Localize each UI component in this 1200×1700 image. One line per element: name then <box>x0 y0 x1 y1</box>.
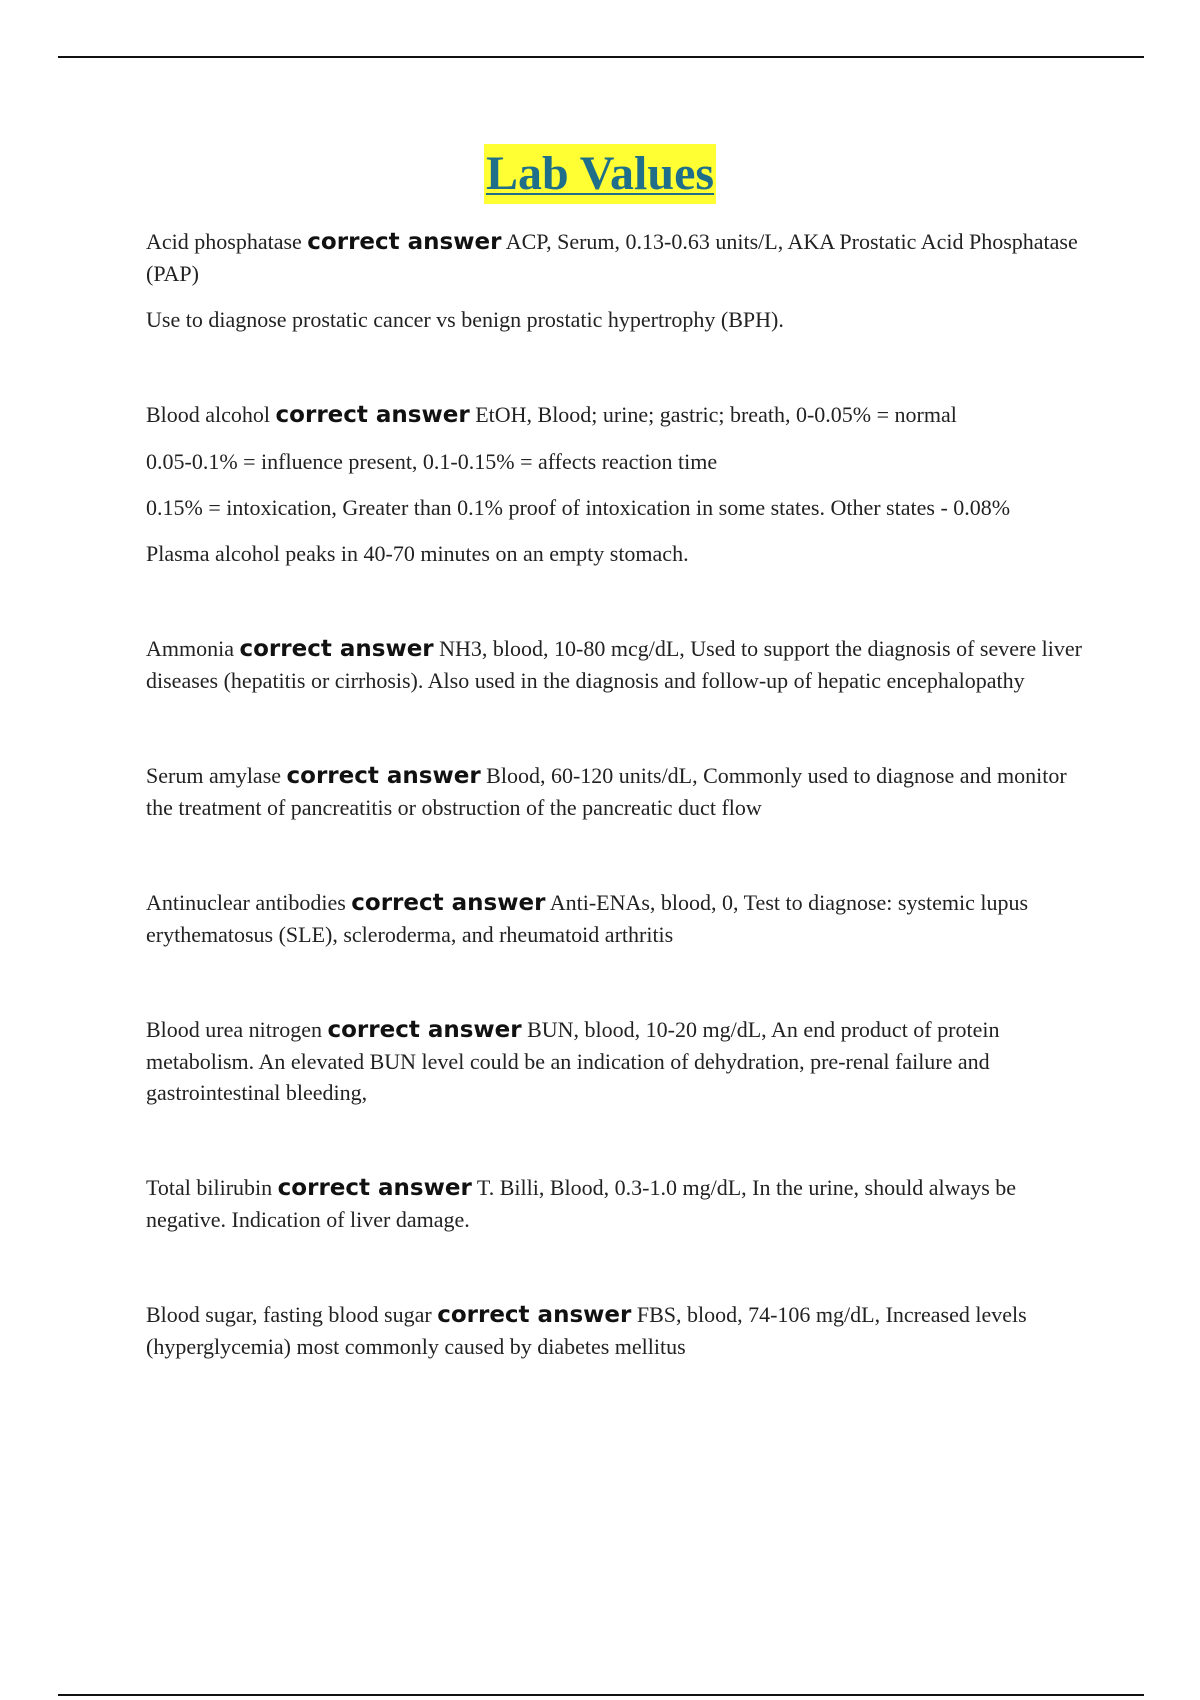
lab-entry <box>146 226 1096 335</box>
entry-answer: T. Billi, Blood, 0.3-1.0 mg/dL, In the urine, should always be negative. Indication of liver damage. <box>146 1175 1017 1232</box>
entry-term: Ammonia <box>146 636 234 661</box>
bottom-rule <box>58 1694 1144 1696</box>
entry-main-paragraph <box>146 1172 1096 1235</box>
entry-answer: FBS, blood, 74-106 mg/dL, Increased levels (hyperglycemia) most commonly caused by diabetes mellitus <box>146 1302 1027 1359</box>
correct-answer-marker: correct answer <box>437 1302 632 1328</box>
lab-entry <box>146 633 1096 696</box>
entry-answer: BUN, blood, 10-20 mg/dL, An end product of protein metabolism. An elevated BUN level could be an indication of dehydration, pre-renal failure and gastrointestinal bleeding, <box>146 1017 1000 1105</box>
lab-entry <box>146 760 1096 823</box>
entry-extra-paragraph: Plasma alcohol peaks in 40-70 minutes on an empty stomach. <box>146 541 689 566</box>
entry-main-paragraph <box>146 226 1096 289</box>
entry-term: Serum amylase <box>146 763 282 788</box>
entry-answer: Anti-ENAs, blood, 0, Test to diagnose: systemic lupus erythematosus (SLE), scleroderma, and rheumatoid arthritis <box>146 890 1029 947</box>
lab-entry <box>146 1014 1096 1108</box>
title-container <box>0 144 1200 204</box>
entry-term: Antinuclear antibodies <box>146 890 346 915</box>
correct-answer-marker: correct answer <box>307 229 502 255</box>
entry-spacer <box>146 965 1096 1014</box>
entry-main-paragraph <box>146 887 1096 950</box>
lab-entry <box>146 887 1096 950</box>
entry-extra-paragraph: Use to diagnose prostatic cancer vs benign prostatic hypertrophy (BPH). <box>146 307 784 332</box>
correct-answer-marker: correct answer <box>327 1017 522 1043</box>
entry-extra-paragraph: 0.05-0.1% = influence present, 0.1-0.15% = affects reaction time <box>146 449 718 474</box>
entry-term: Blood sugar, fasting blood sugar <box>146 1302 432 1327</box>
entry-main-paragraph <box>146 399 1096 431</box>
entry-spacer <box>146 711 1096 760</box>
entry-main-paragraph <box>146 633 1096 696</box>
document-body <box>146 226 1096 1377</box>
entry-term: Blood alcohol <box>146 402 271 427</box>
lab-entry <box>146 399 1096 569</box>
lab-entry <box>146 1172 1096 1235</box>
entry-spacer <box>146 350 1096 399</box>
entry-answer: NH3, blood, 10-80 mcg/dL, Used to support the diagnosis of severe liver diseases (hepatitis or cirrhosis). Also used in the diagnosis and follow-up of hepatic encephalopathy <box>146 636 1082 693</box>
entry-spacer <box>146 1250 1096 1299</box>
entry-main-paragraph <box>146 1014 1096 1108</box>
entry-main-paragraph <box>146 760 1096 823</box>
entry-spacer <box>146 1123 1096 1172</box>
entry-main-paragraph <box>146 1299 1096 1362</box>
top-rule <box>58 56 1144 58</box>
entry-answer: Blood, 60-120 units/dL, Commonly used to diagnose and monitor the treatment of pancreatitis or obstruction of the pancreatic duct flow <box>146 763 1067 820</box>
entry-answer: EtOH, Blood; urine; gastric; breath, 0-0.05% = normal <box>475 402 957 427</box>
entry-answer: ACP, Serum, 0.13-0.63 units/L, AKA Prostatic Acid Phosphatase (PAP) <box>146 229 1078 286</box>
correct-answer-marker: correct answer <box>277 1175 472 1201</box>
entry-extra-paragraph: 0.15% = intoxication, Greater than 0.1% proof of intoxication in some states. Other states - 0.08% <box>146 495 1011 520</box>
entry-spacer <box>146 838 1096 887</box>
lab-entry <box>146 1299 1096 1362</box>
page-title: Lab Values <box>484 144 716 204</box>
correct-answer-marker: correct answer <box>351 890 546 916</box>
correct-answer-marker: correct answer <box>275 402 470 428</box>
correct-answer-marker: correct answer <box>239 636 434 662</box>
entry-term: Acid phosphatase <box>146 229 302 254</box>
entry-term: Blood urea nitrogen <box>146 1017 322 1042</box>
correct-answer-marker: correct answer <box>286 763 481 789</box>
entry-spacer <box>146 584 1096 633</box>
entry-term: Total bilirubin <box>146 1175 273 1200</box>
